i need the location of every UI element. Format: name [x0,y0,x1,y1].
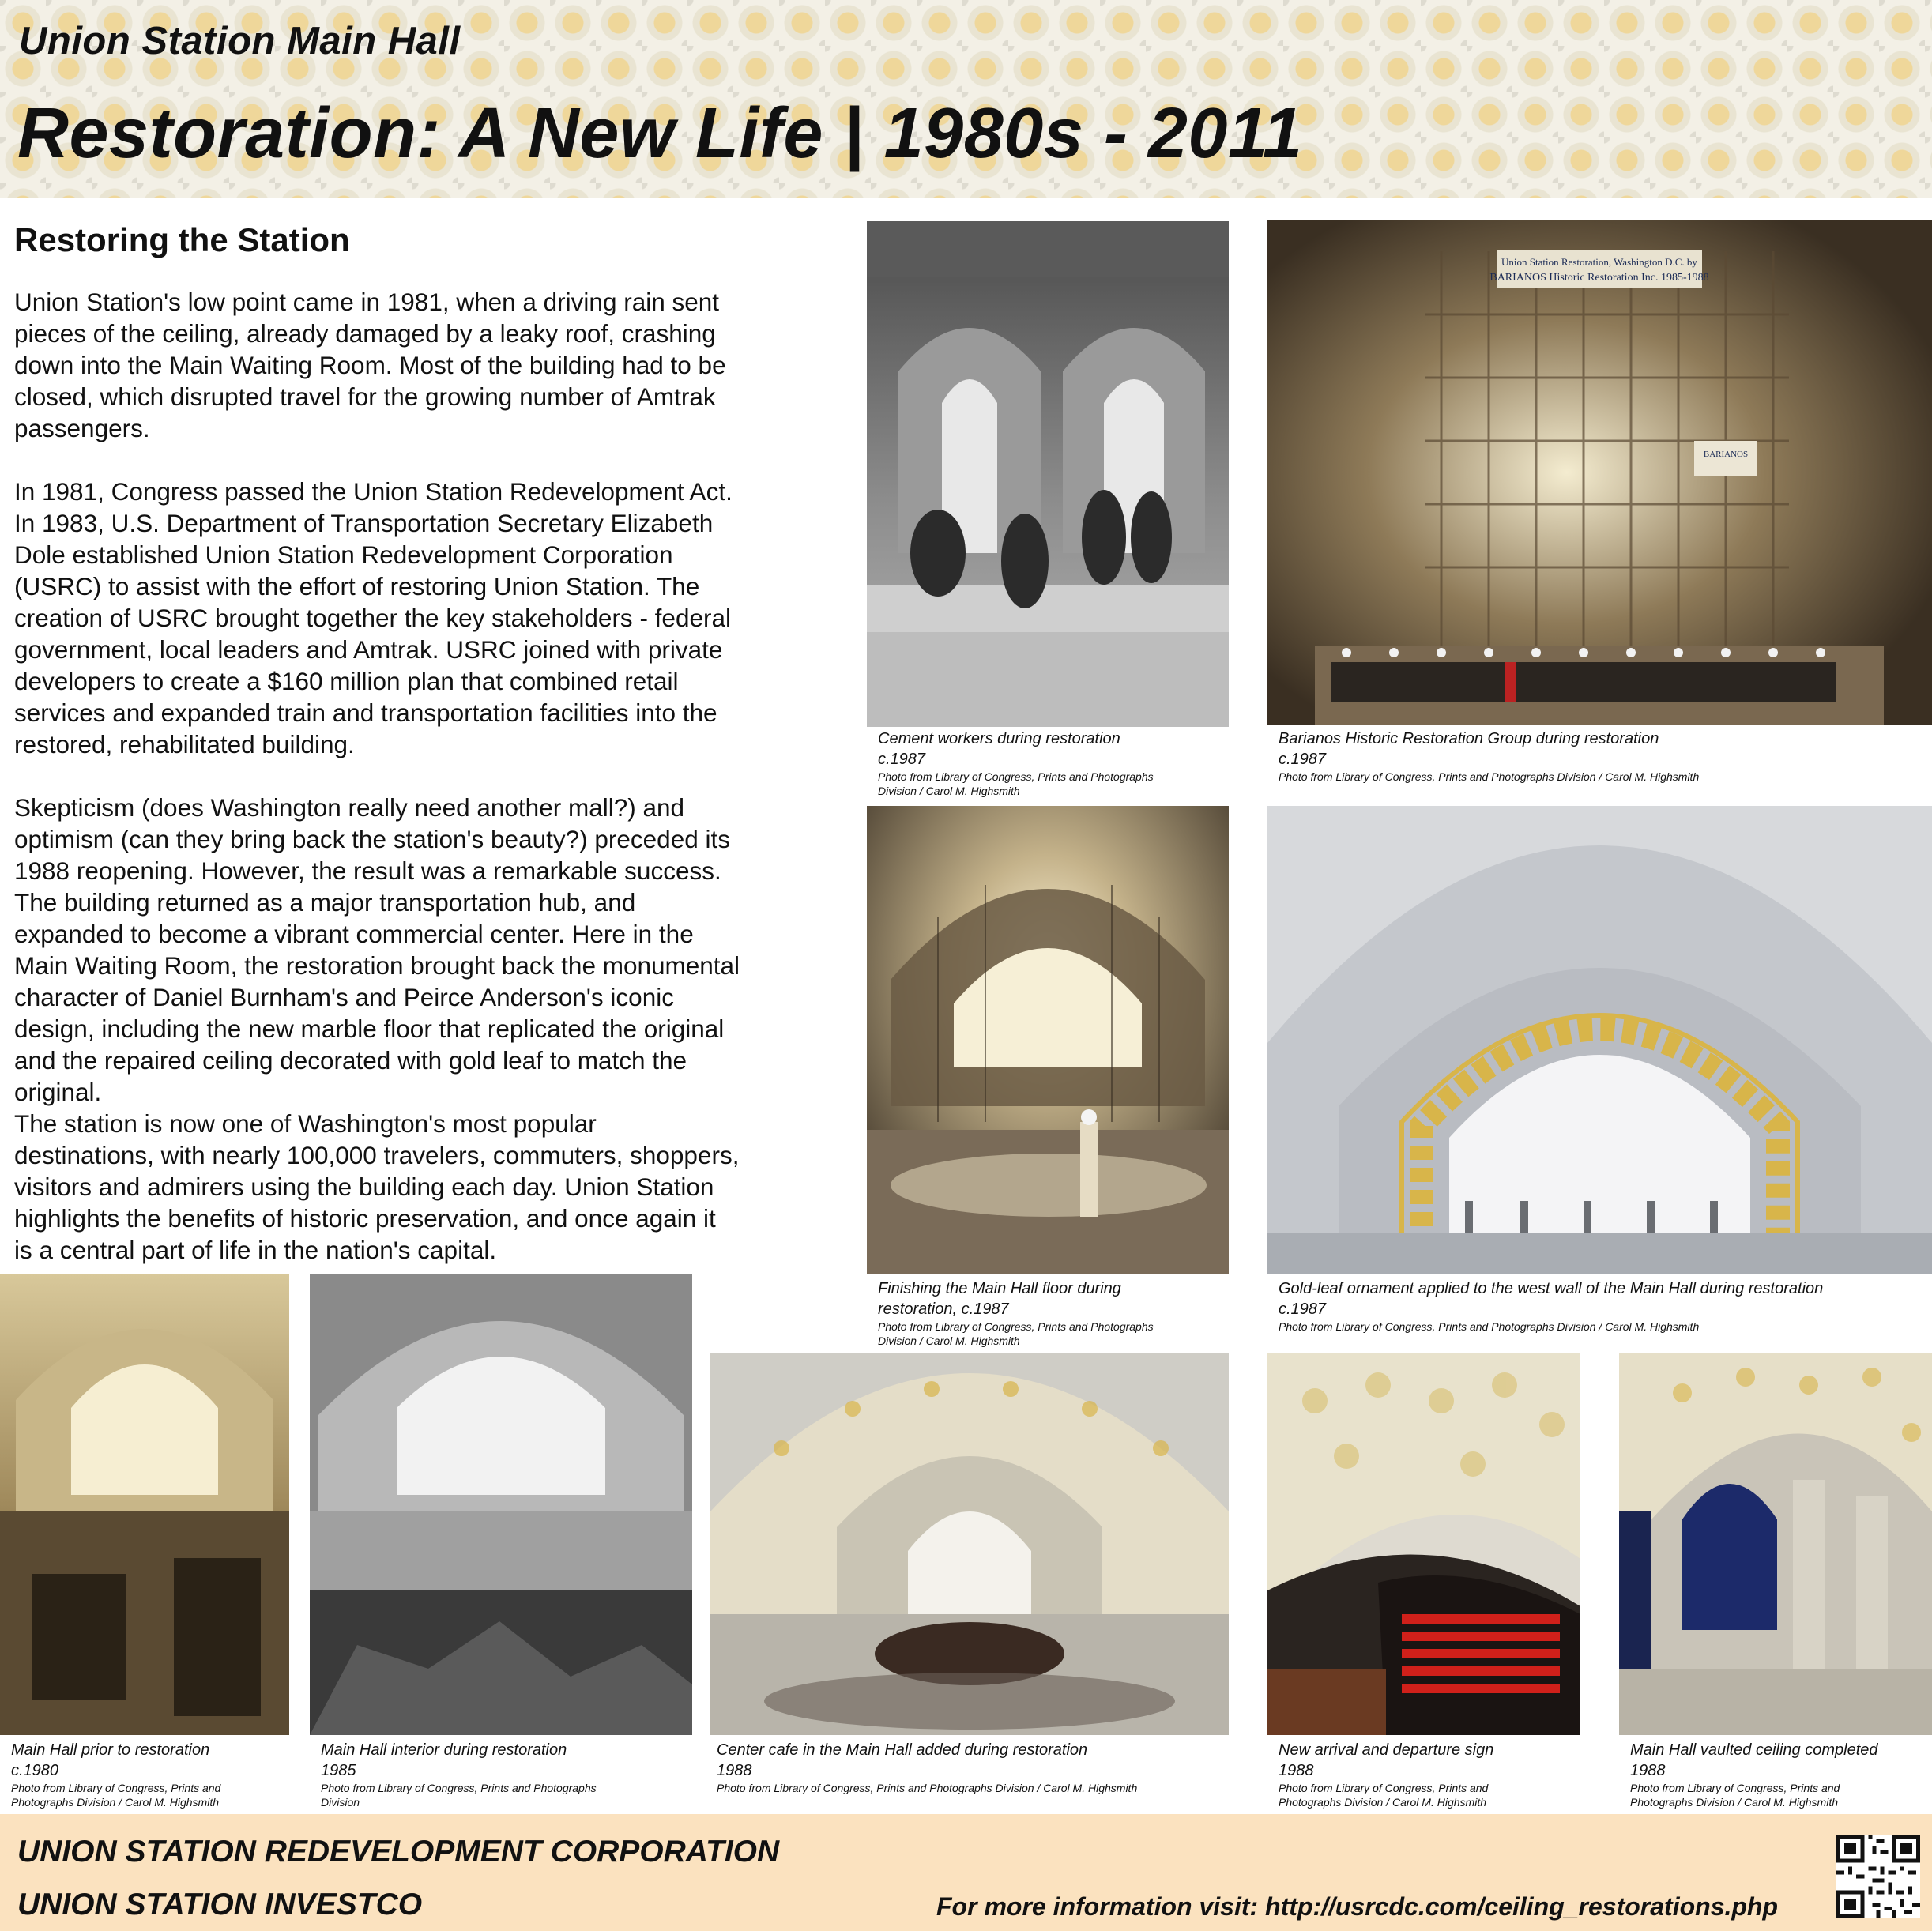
caption-title: Main Hall interior during restoration [321,1741,567,1759]
org-name-investco: UNION STATION INVESTCO [17,1888,423,1922]
paragraph-3: Skepticism (does Washington really need another mall?) and optimism (can they bring back the station's beauty?) preceded its 1988 reopening. However, the result was a remarkable success. The building returned as a major transportation hub, and expanded to become a vibrant commercial center. Here in the Main Waiting Room, the restoration brought back the monumental character of Daniel Burnham's and Peirce Anderson's iconic design, including the new marble floor that replicated the original and the repaired ceiling decorated with gold leaf to match the original. [14,793,740,1106]
caption-credit: Photo from Library of Congress, Prints and Photographs Division / Carol M. Highsmith [1279,1782,1489,1809]
caption-barianos-group [1279,728,1926,784]
caption-credit: Photo from Library of Congress, Prints and Photographs Division / Carol M. Highsmith [717,1782,1138,1794]
caption-title: Main Hall prior to restoration [11,1741,210,1759]
caption-departure-sign [1279,1740,1579,1809]
caption-title: Gold-leaf ornament applied to the west wall of the Main Hall during restoration [1279,1280,1824,1297]
paragraph-1: Union Station's low point came in 1981, when a driving rain sent pieces of the ceiling, already damaged by a leaky roof, crashing down into the Main Waiting Room. Most of the building had to be closed, which disrupted travel for the growing number of Amtrak passengers. [14,288,726,442]
caption-date: 1988 [1279,1762,1314,1779]
barianos-sign: BARIANOS [1703,450,1749,459]
caption-credit: Photo from Library of Congress, Prints and Photographs Division / Carol M. Highsmith [1279,1320,1700,1333]
photo-departure-sign [1267,1353,1580,1735]
caption-title: Center cafe in the Main Hall added during restoration [717,1741,1088,1759]
caption-date: 1985 [321,1762,356,1779]
poster-title: Restoration: A New Life | 1980s - 2011 [17,94,1303,173]
caption-credit: Photo from Library of Congress, Prints and Photographs Division / Carol M. Highsmith [878,1320,1154,1347]
photo-interior-1985 [310,1274,692,1735]
caption-finishing-floor [878,1278,1233,1348]
caption-title: Finishing the Main Hall floor during restoration, c.1987 [878,1280,1121,1318]
banner-line2: BARIANOS Historic Restoration Inc. 1985-1988 [1489,272,1709,284]
caption-prior-restoration [11,1740,288,1809]
header-banner [0,0,1932,198]
caption-gold-leaf-arch [1279,1278,1926,1334]
photo-barianos-group [1267,220,1932,725]
section-heading: Restoring the Station [14,221,350,258]
caption-credit: Photo from Library of Congress, Prints and Photographs Division [321,1782,597,1809]
article-body [14,286,828,1266]
caption-credit: Photo from Library of Congress, Prints and Photographs Division / Carol M. Highsmith [11,1782,221,1809]
caption-date: 1988 [1630,1762,1666,1779]
photo-cement-workers [867,221,1229,727]
caption-title: Main Hall vaulted ceiling completed [1630,1741,1878,1759]
caption-credit: Photo from Library of Congress, Prints and Photographs Division / Carol M. Highsmith [1279,770,1700,783]
caption-date: c.1987 [1279,751,1327,768]
paragraph-4: The station is now one of Washington's most popular destinations, with nearly 100,000 travelers, commuters, shoppers, visitors and admirers using the building each day. Union Station highlights the benefits of historic preservation, and once again it is a central part of life in the nation's capital. [14,1109,740,1264]
photo-gold-leaf-arch [1267,806,1932,1274]
caption-title: Barianos Historic Restoration Group during restoration [1279,730,1659,747]
caption-date: 1988 [717,1762,752,1779]
caption-cement-workers [878,728,1233,798]
banner-line1: Union Station Restoration, Washington D.C. by [1501,256,1697,268]
caption-date: c.1980 [11,1762,59,1779]
qr-code-icon[interactable] [1836,1835,1920,1918]
photo-finishing-floor [867,806,1229,1274]
caption-date: c.1987 [1279,1301,1327,1318]
poster-subtitle: Union Station Main Hall [19,20,461,62]
caption-center-cafe [717,1740,1230,1795]
org-name-usrc: UNION STATION REDEVELOPMENT CORPORATION [17,1835,780,1869]
more-info-link[interactable]: For more information visit: http://usrcdc.com/ceiling_restorations.php [936,1892,1779,1921]
caption-title: New arrival and departure sign [1279,1741,1494,1759]
photo-center-cafe [710,1353,1229,1735]
caption-credit: Photo from Library of Congress, Prints and Photographs Division / Carol M. Highsmith [878,770,1154,797]
paragraph-2: In 1981, Congress passed the Union Station Redevelopment Act. In 1983, U.S. Department of Transportation Secretary Elizabeth Dole established Union Station Redevelopment Corporation (USRC) to assist with the effort of restoring Union Station. The creation of USRC brought together the key stakeholders - federal government, local leaders and Amtrak. USRC joined with private developers to create a $160 million plan that combined retail services and expanded train and transportation facilities into the restored, rehabilitated building. [14,477,733,758]
caption-vaulted-ceiling [1630,1740,1930,1809]
caption-credit: Photo from Library of Congress, Prints and Photographs Division / Carol M. Highsmith [1630,1782,1840,1809]
photo-prior-restoration [0,1274,289,1735]
caption-title: Cement workers during restoration [878,730,1120,747]
photo-vaulted-ceiling [1619,1353,1932,1735]
caption-interior-1985 [321,1740,684,1809]
caption-date: c.1987 [878,751,926,768]
